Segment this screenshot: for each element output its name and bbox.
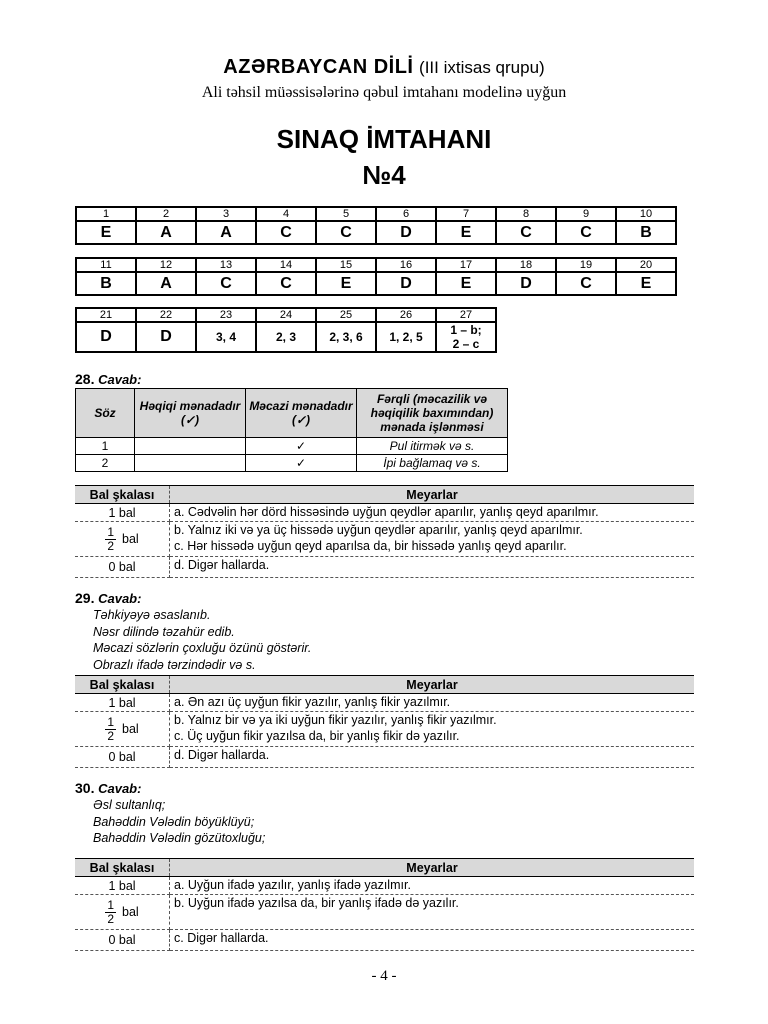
- question-number: 21: [76, 308, 136, 322]
- answer-cell: D: [376, 272, 436, 295]
- question-number: 13: [196, 258, 256, 272]
- question-number: 15: [316, 258, 376, 272]
- answer-cell: E: [76, 221, 136, 244]
- answer-cell: C: [256, 221, 316, 244]
- answer-cell: C: [316, 221, 376, 244]
- half-score: $\frac{1}{2}$ bal: [75, 712, 170, 747]
- question-number: 19: [556, 258, 616, 272]
- table-row: 2 ✓ İpi bağlamaq və s.: [76, 455, 508, 472]
- question-29-label: 29. Cavab:: [75, 590, 142, 606]
- document-subtitle: Ali təhsil müəssisələrinə qəbul imtahanı modelinə uyğun: [201, 84, 567, 101]
- question-number: 25: [316, 308, 376, 322]
- answer-cell: A: [136, 221, 196, 244]
- answer-cell: D: [376, 221, 436, 244]
- table-row: 1 ✓ Pul itirmək və s.: [76, 438, 508, 455]
- answer-cell: A: [196, 221, 256, 244]
- answer-cell: C: [556, 221, 616, 244]
- answer-cell: C: [496, 221, 556, 244]
- question-number: 3: [196, 207, 256, 221]
- check-mark: ✓: [246, 455, 357, 472]
- exam-title: SINAQ İMTAHANI: [276, 124, 492, 154]
- question-number: 23: [196, 308, 256, 322]
- question-number: 17: [436, 258, 496, 272]
- question-number: 4: [256, 207, 316, 221]
- q29-answers: Təhkiyəyə əsaslanıb. Nəsr dilində təzahür edib. Məcazi sözlərin çoxluğu özünü göstərir. Obrazlı ifadə tərzindədir və s.: [93, 608, 312, 672]
- answer-key-table-2: [75, 257, 677, 296]
- question-number: 16: [376, 258, 436, 272]
- question-number: 11: [76, 258, 136, 272]
- half-score: $\frac{1}{2}$ bal: [75, 895, 170, 930]
- q28-header-literal: Həqiqi mənadadır (✓): [135, 389, 246, 438]
- exam-number: №4: [362, 160, 406, 190]
- answer-cell: B: [616, 221, 676, 244]
- answer-cell: D: [496, 272, 556, 295]
- question-number: 7: [436, 207, 496, 221]
- question-number: 12: [136, 258, 196, 272]
- question-number: 24: [256, 308, 316, 322]
- question-number: 27: [436, 308, 496, 322]
- half-score: $\frac{1}{2}$ bal: [75, 522, 170, 557]
- answer-cell: D: [76, 322, 136, 352]
- q28-header-word: Söz: [76, 389, 135, 438]
- q30-answers: Əsl sultanlıq; Bahəddin Vələdin böyüklüyü; Bahəddin Vələdin gözütoxluğu;: [93, 798, 266, 845]
- answer-cell: 1 – b; 2 – c: [436, 322, 496, 352]
- page-number: - 4 -: [371, 968, 397, 984]
- question-number: 26: [376, 308, 436, 322]
- q29-criteria-table: Bal şkalası Meyarlar 1 bal a. Ən azı üç uyğun fikir yazılır, yanlış fikir yazılmır. $\frac{1}{2}$ bal b. Yalnız bir və ya iki uyğun fikir yazılır, yanlış fikir yazılmır. c. Üç uyğun fikir yazılsa da, bir yanlış fikir də yazılır. 0 bal d. Digər hallarda.: [75, 675, 694, 768]
- question-number: 9: [556, 207, 616, 221]
- question-number: 10: [616, 207, 676, 221]
- q28-criteria-table: Bal şkalası Meyarlar 1 bal a. Cədvəlin hər dörd hissəsində uyğun qeydlər aparılır, yanlış qeyd aparılmır. $\frac{1}{2}$ bal b. Yalnız iki və ya üç hissədə uyğun qeydlər aparılır, yanlış qeyd aparılmır. c. Hər hissədə uyğun qeyd aparılsa da, bir hissədə yanlış qeyd aparılır. 0 bal d. Digər hallarda.: [75, 485, 694, 578]
- answer-cell: E: [616, 272, 676, 295]
- answer-key-table-3: [75, 307, 497, 353]
- question-number: 2: [136, 207, 196, 221]
- question-number: 14: [256, 258, 316, 272]
- answer-cell: E: [436, 221, 496, 244]
- answer-cell: B: [76, 272, 136, 295]
- q30-criteria-table: Bal şkalası Meyarlar 1 bal a. Uyğun ifadə yazılır, yanlış ifadə yazılmır. $\frac{1}{2}$ bal b. Uyğun ifadə yazılsa da, bir yanlış ifadə də yazılır. 0 bal c. Digər hallarda.: [75, 858, 694, 951]
- answer-cell: A: [136, 272, 196, 295]
- answer-key-table-1: [75, 206, 677, 245]
- question-number: 22: [136, 308, 196, 322]
- check-mark: ✓: [246, 438, 357, 455]
- answer-cell: C: [256, 272, 316, 295]
- answer-cell: 2, 3: [256, 322, 316, 352]
- question-number: 18: [496, 258, 556, 272]
- subject-name: AZƏRBAYCAN DİLİ: [223, 56, 414, 78]
- answer-cell: C: [196, 272, 256, 295]
- answer-cell: E: [316, 272, 376, 295]
- question-number: 1: [76, 207, 136, 221]
- question-number: 8: [496, 207, 556, 221]
- answer-cell: D: [136, 322, 196, 352]
- question-number: 5: [316, 207, 376, 221]
- q28-header-figurative: Məcazi mənadadır (✓): [246, 389, 357, 438]
- answer-cell: E: [436, 272, 496, 295]
- answer-cell: 2, 3, 6: [316, 322, 376, 352]
- question-30-label: 30. Cavab:: [75, 780, 142, 796]
- q28-header-different: Fərqli (məcazilik və həqiqilik baxımından) mənada işlənməsi: [357, 389, 508, 438]
- question-number: 6: [376, 207, 436, 221]
- document-title: [0, 56, 768, 79]
- answer-cell: C: [556, 272, 616, 295]
- q28-answer-table: [75, 388, 508, 472]
- question-number: 20: [616, 258, 676, 272]
- answer-cell: 1, 2, 5: [376, 322, 436, 352]
- group-label: (III ixtisas qrupu): [419, 58, 545, 77]
- question-28-label: 28. Cavab:: [75, 371, 142, 387]
- answer-cell: 3, 4: [196, 322, 256, 352]
